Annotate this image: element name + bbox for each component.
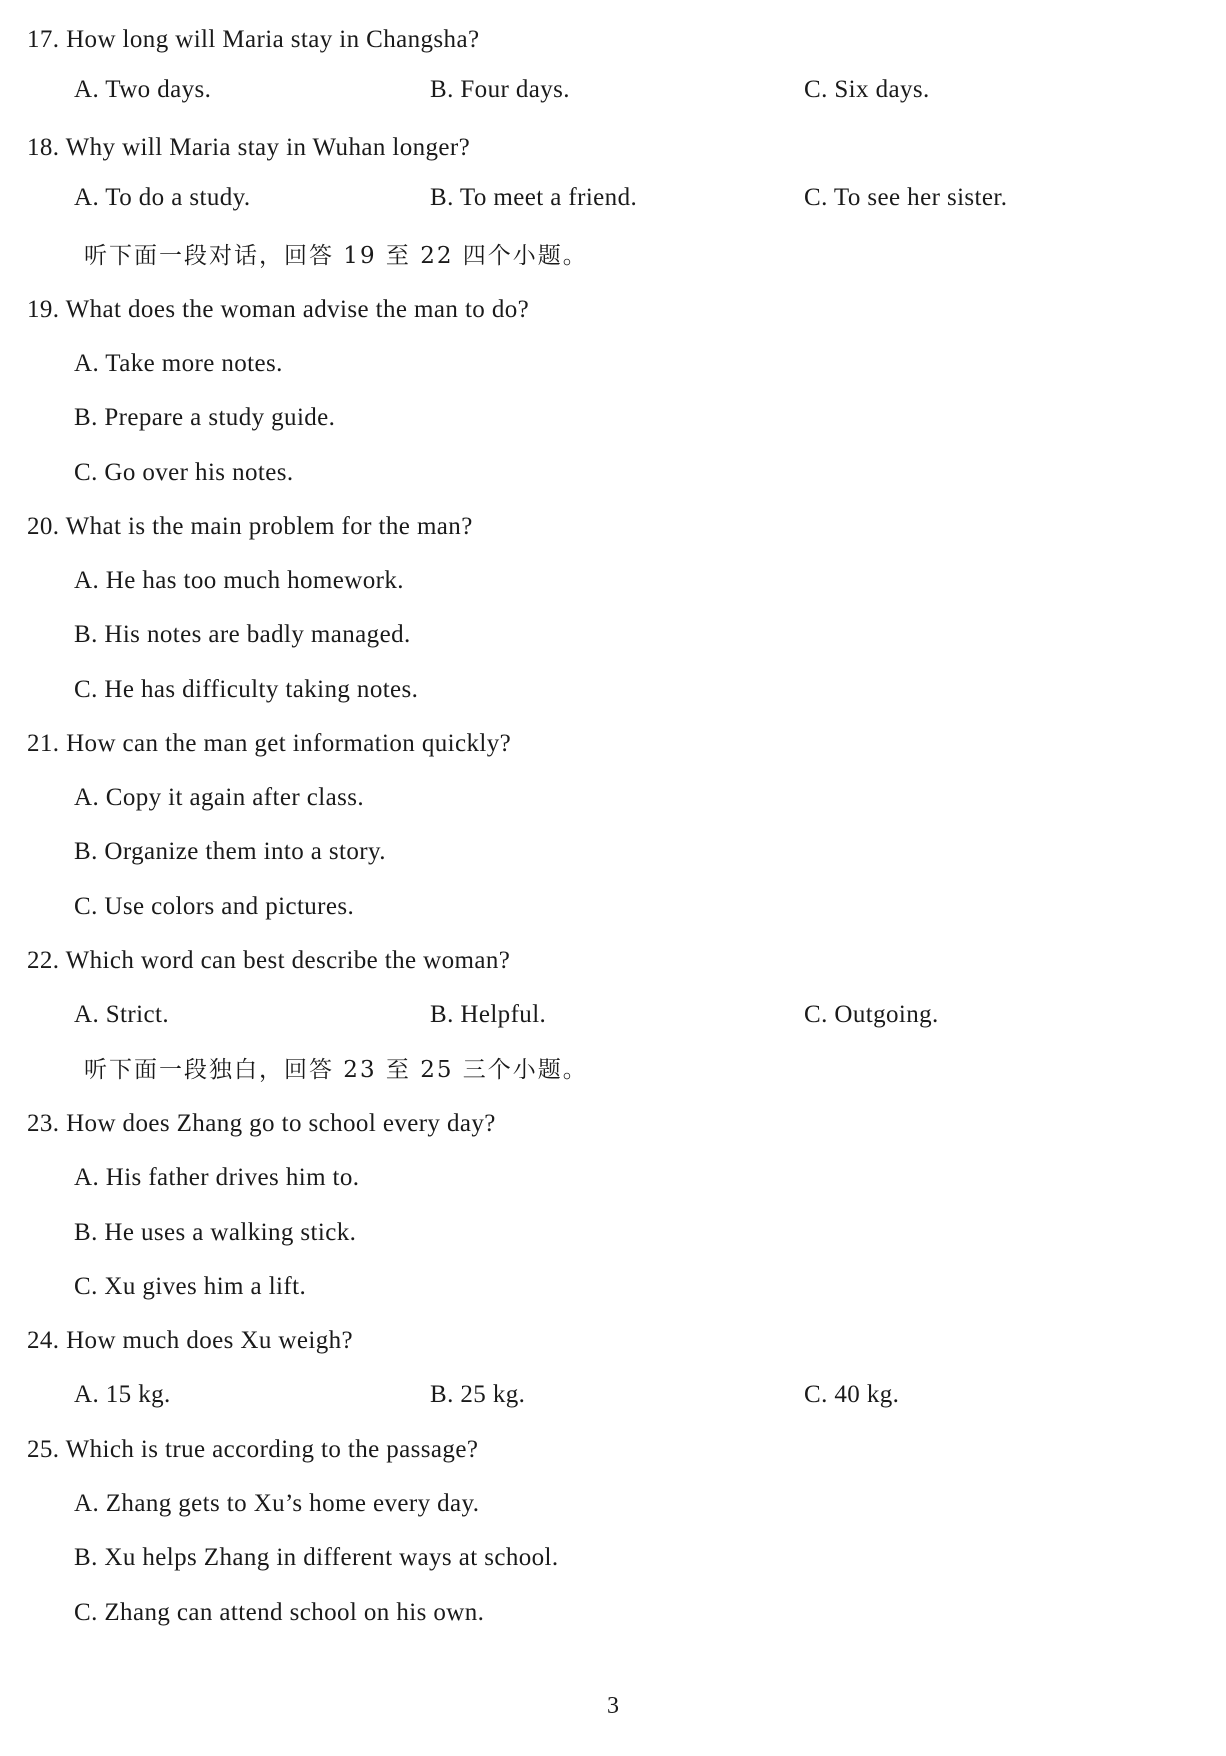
question-25: 25. Which is true according to the passage? — [27, 1436, 479, 1463]
question-17-option-b: B. Four days. — [430, 76, 570, 103]
question-20: 20. What is the main problem for the man? — [27, 513, 473, 540]
question-22: 22. Which word can best describe the woman? — [27, 947, 511, 974]
question-17-option-a: A. Two days. — [74, 76, 212, 103]
page-number: 3 — [607, 1693, 619, 1719]
question-25-option-a: A. Zhang gets to Xu’s home every day. — [74, 1490, 480, 1517]
question-18-option-a: A. To do a study. — [74, 184, 251, 211]
question-23: 23. How does Zhang go to school every day? — [27, 1110, 496, 1137]
question-17: 17. How long will Maria stay in Changsha? — [27, 26, 480, 53]
question-23-option-a: A. His father drives him to. — [74, 1164, 360, 1191]
question-20-option-c: C. He has difficulty taking notes. — [74, 676, 419, 703]
question-25-option-c: C. Zhang can attend school on his own. — [74, 1599, 485, 1626]
question-21-option-a: A. Copy it again after class. — [74, 784, 364, 811]
question-18: 18. Why will Maria stay in Wuhan longer? — [27, 134, 471, 161]
question-19-option-a: A. Take more notes. — [74, 350, 283, 377]
question-22-option-c: C. Outgoing. — [804, 1001, 939, 1028]
section-instruction-19-22: 听下面一段对话，回答 19 至 22 四个小题。 — [84, 243, 588, 269]
question-19: 19. What does the woman advise the man to do? — [27, 296, 530, 323]
question-17-option-c: C. Six days. — [804, 76, 930, 103]
question-21-option-c: C. Use colors and pictures. — [74, 893, 355, 920]
question-20-option-a: A. He has too much homework. — [74, 567, 404, 594]
question-22-option-a: A. Strict. — [74, 1001, 169, 1028]
section-instruction-23-25: 听下面一段独白，回答 23 至 25 三个小题。 — [84, 1057, 588, 1083]
question-20-option-b: B. His notes are badly managed. — [74, 621, 411, 648]
question-18-option-b: B. To meet a friend. — [430, 184, 638, 211]
question-22-option-b: B. Helpful. — [430, 1001, 547, 1028]
question-25-option-b: B. Xu helps Zhang in different ways at school. — [74, 1544, 559, 1571]
question-21-option-b: B. Organize them into a story. — [74, 838, 386, 865]
question-21: 21. How can the man get information quickly? — [27, 730, 512, 757]
question-24: 24. How much does Xu weigh? — [27, 1327, 354, 1354]
question-24-option-b: B. 25 kg. — [430, 1381, 526, 1408]
question-18-option-c: C. To see her sister. — [804, 184, 1008, 211]
question-23-option-c: C. Xu gives him a lift. — [74, 1273, 307, 1300]
question-19-option-b: B. Prepare a study guide. — [74, 404, 336, 431]
question-24-option-c: C. 40 kg. — [804, 1381, 900, 1408]
question-23-option-b: B. He uses a walking stick. — [74, 1219, 357, 1246]
question-19-option-c: C. Go over his notes. — [74, 459, 294, 486]
question-24-option-a: A. 15 kg. — [74, 1381, 171, 1408]
